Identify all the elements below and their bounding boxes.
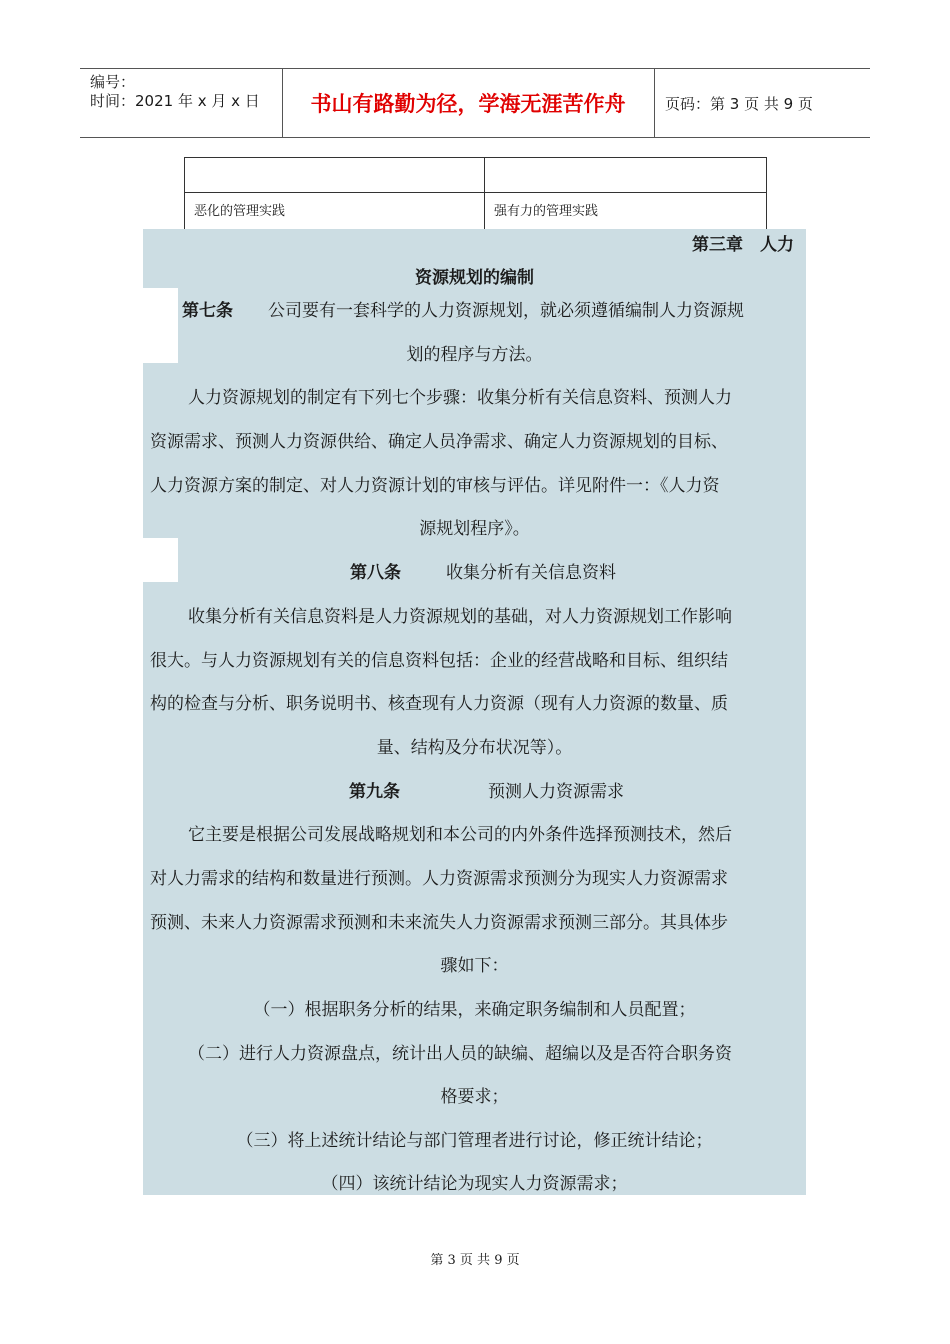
table-row-divider	[185, 192, 766, 193]
table-cell-left: 恶化的管理实践	[194, 204, 286, 219]
chapter-title-part2: 资源规划的编制	[415, 268, 534, 288]
paragraph-line: 很大。与人力资源规划有关的信息资料包括：企业的经营战略和目标、组织结	[150, 651, 728, 671]
step-item: 格要求；	[440, 1087, 509, 1107]
page-footer: 第 3 页 共 9 页	[430, 1253, 520, 1268]
chapter-title-part1: 第三章 人力	[692, 235, 794, 255]
header-divider	[654, 69, 655, 137]
paragraph-line: 资源需求、预测人力资源供给、确定人员净需求、确定人力资源规划的目标、	[150, 432, 728, 452]
paragraph-line: 人力资源规划的制定有下列七个步骤：收集分析有关信息资料、预测人力	[188, 388, 732, 408]
table-cell-right: 强有力的管理实践	[494, 204, 599, 219]
shade-notch	[143, 538, 178, 582]
paragraph-line: 骤如下：	[440, 956, 509, 976]
paragraph-line: 它主要是根据公司发展战略规划和本公司的内外条件选择预测技术，然后	[188, 825, 732, 845]
article-7-text: 划的程序与方法。	[406, 345, 543, 365]
article-7-label: 第七条	[182, 301, 233, 321]
header-motto: 书山有路勤为径，学海无涯苦作舟	[310, 92, 626, 116]
paragraph-line: 量、结构及分布状况等）。	[376, 738, 573, 758]
table-column-divider	[484, 158, 485, 229]
step-item: （四）该统计结论为现实人力资源需求；	[321, 1174, 628, 1194]
paragraph-line: 预测、未来人力资源需求预测和未来流失人力资源需求预测三部分。其具体步	[150, 913, 728, 933]
paragraph-line: 收集分析有关信息资料是人力资源规划的基础，对人力资源规划工作影响	[188, 607, 732, 627]
article-9-title: 预测人力资源需求	[488, 782, 624, 802]
header-meta	[90, 73, 260, 111]
article-8-label: 第八条	[350, 563, 401, 583]
article-9-label: 第九条	[349, 782, 400, 802]
paragraph-line: 构的检查与分析、职务说明书、核查现有人力资源（现有人力资源的数量、质	[150, 694, 728, 714]
paragraph-line: 对人力需求的结构和数量进行预测。人力资源需求预测分为现实人力资源需求	[150, 869, 728, 889]
header-page-info: 页码：第 3 页 共 9 页	[665, 94, 813, 113]
paragraph-line: 源规划程序》。	[419, 519, 530, 539]
number-label: 编号：	[90, 73, 136, 91]
paragraph-line: 人力资源方案的制定、对人力资源计划的审核与评估。详见附件一：《人力资	[150, 476, 720, 496]
date-label: 时间：2021 年 x 月 x 日	[90, 92, 260, 110]
step-item: （二）进行人力资源盘点，统计出人员的缺编、超编以及是否符合职务资	[188, 1044, 732, 1064]
document-header	[80, 68, 870, 138]
comparison-table	[184, 157, 767, 230]
article-7-text: 公司要有一套科学的人力资源规划，就必须遵循编制人力资源规	[268, 301, 744, 321]
step-item: （三）将上述统计结论与部门管理者进行讨论，修正统计结论；	[236, 1131, 713, 1151]
step-item: （一）根据职务分析的结果，来确定职务编制和人员配置；	[253, 1000, 696, 1020]
article-8-title: 收集分析有关信息资料	[446, 563, 616, 583]
